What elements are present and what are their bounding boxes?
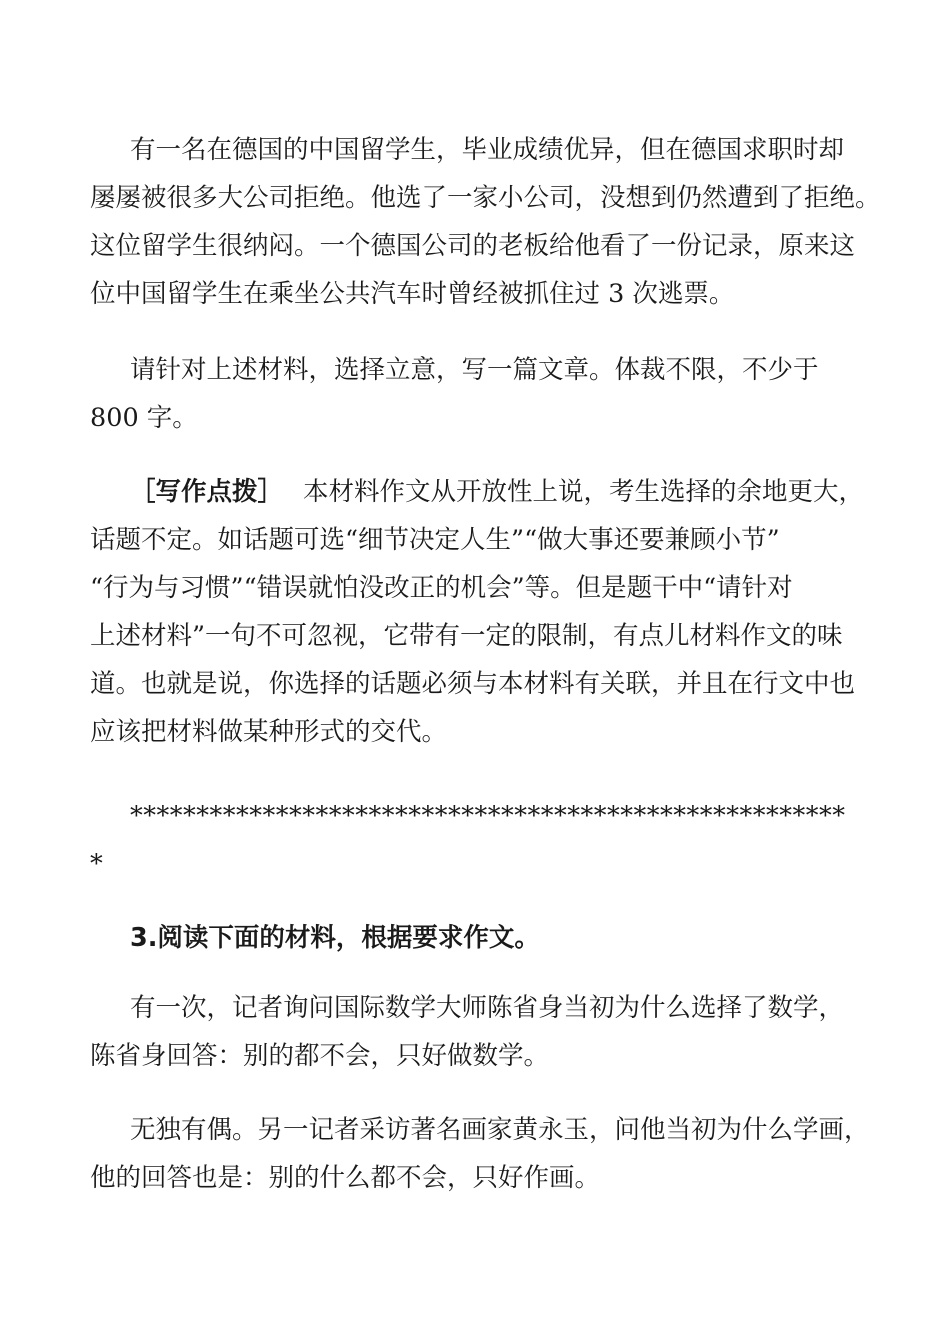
text-line: 800 字。: [90, 403, 198, 433]
text-line: 话题不定。如话题可选“细节决定人生”“做大事还要兼顾小节”: [90, 525, 780, 555]
text-line: 道。也就是说，你选择的话题必须与本材料有关联，并且在行文中也: [90, 669, 856, 699]
text-line: [90, 468, 870, 516]
text-line: 应该把材料做某种形式的交代。: [90, 717, 448, 747]
text-line: 他的回答也是：别的什么都不会，只好作画。: [90, 1163, 601, 1193]
text-line: 位中国留学生在乘坐公共汽车时曾经被抓住过 3 次逃票。: [90, 279, 735, 309]
text-line: 有一名在德国的中国留学生，毕业成绩优异，但在德国求职时却: [130, 135, 845, 165]
text-line: 请针对上述材料，选择立意，写一篇文章。体裁不限，不少于: [130, 355, 819, 385]
question-heading-block: [90, 914, 870, 962]
question-heading: 3.阅读下面的材料，根据要求作文。: [130, 923, 540, 953]
text-line: 屡屡被很多大公司拒绝。他选了一家小公司，没想到仍然遭到了拒绝。: [90, 183, 881, 213]
text-line: 陈省身回答：别的都不会，只好做数学。: [90, 1041, 550, 1071]
paragraph-chen-shengshen: [90, 984, 870, 1080]
text-line: 上述材料”一句不可忽视，它带有一定的限制，有点儿材料作文的味: [90, 621, 843, 651]
paragraph-story: [90, 126, 881, 318]
text-line: 无独有偶。另一记者采访著名画家黄永玉，问他当初为什么学画，: [130, 1115, 870, 1145]
text-line: 有一次，记者询问国际数学大师陈省身当初为什么选择了数学，: [130, 993, 845, 1023]
text-line: 这位留学生很纳闷。一个德国公司的老板给他看了一份记录，原来这: [90, 231, 856, 261]
separator-stars: [90, 792, 870, 888]
paragraph-task: [90, 346, 870, 442]
paragraph-writing-tips: [90, 468, 870, 756]
text-line: “行为与习惯”“错误就怕没改正的机会”等。但是题干中“请针对: [90, 573, 793, 603]
paragraph-huang-yongyu: [90, 1106, 870, 1202]
text-segment: 本材料作文从开放性上说，考生选择的余地更大，: [303, 477, 865, 507]
separator-line: *: [90, 849, 104, 879]
writing-tips-label: ［写作点拨］: [130, 477, 284, 507]
separator-line: ******************************************************: [130, 801, 846, 831]
